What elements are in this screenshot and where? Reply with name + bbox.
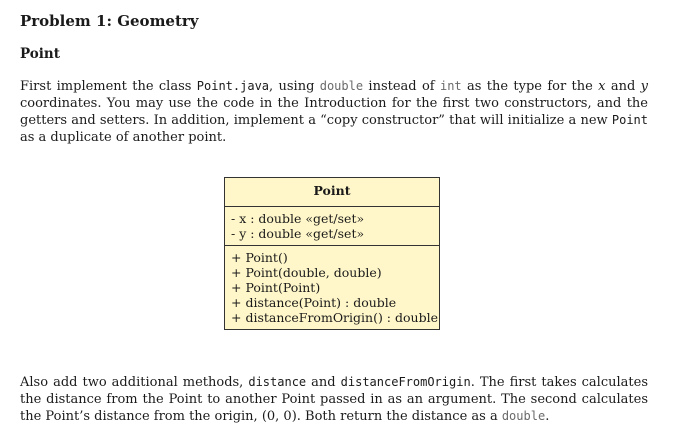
math-variable: x: [598, 79, 606, 94]
uml-method: + distanceFromOrigin() : double: [231, 310, 438, 325]
text-run: Also add two additional methods,: [20, 375, 249, 390]
uml-method: + distance(Point) : double: [231, 295, 397, 310]
code-term: distanceFromOrigin: [340, 375, 471, 389]
uml-attribute: - y : double «get/set»: [231, 226, 365, 241]
code-term: int: [439, 79, 462, 93]
text-run: as a duplicate of another point.: [20, 130, 227, 145]
math-variable: y: [640, 79, 649, 94]
intro-paragraph: [20, 78, 648, 146]
text-run: .: [545, 409, 550, 424]
uml-attributes: [225, 207, 439, 245]
uml-attribute: - x : double «get/set»: [231, 211, 365, 226]
text-run: as the type for the: [461, 79, 599, 94]
problem-title: Problem 1: Geometry: [20, 12, 199, 30]
document: [20, 10, 648, 146]
text-run: , using: [269, 79, 320, 94]
text-run: . The first takes calculates the distance from the Point to another Point passed in as an argument. The second calculates the Point’s distance from the origin, (0, 0). Both return the distance as a: [20, 375, 648, 424]
text-run: and: [306, 375, 341, 390]
code-term: double: [501, 409, 546, 423]
uml-method: + Point(Point): [231, 280, 321, 295]
text-run: instead of: [363, 79, 440, 94]
code-term: double: [319, 79, 364, 93]
uml-method: + Point(): [231, 250, 288, 265]
code-term: Point.java: [196, 79, 270, 93]
methods-paragraph: [20, 374, 648, 425]
code-term: distance: [248, 375, 307, 389]
text-run: First implement the class: [20, 79, 197, 94]
uml-method: + Point(double, double): [231, 265, 382, 280]
text-run: coordinates. You may use the code in the Introduction for the first two constructors, and the getters and setters. In addition, implement a “copy constructor” that will initialize a new: [20, 96, 648, 128]
uml-class-name: Point: [225, 178, 439, 207]
text-run: and: [605, 79, 641, 94]
uml-class-diagram: [224, 177, 440, 330]
uml-methods: [225, 245, 439, 329]
section-title: Point: [20, 46, 60, 62]
code-term: Point: [611, 113, 648, 127]
